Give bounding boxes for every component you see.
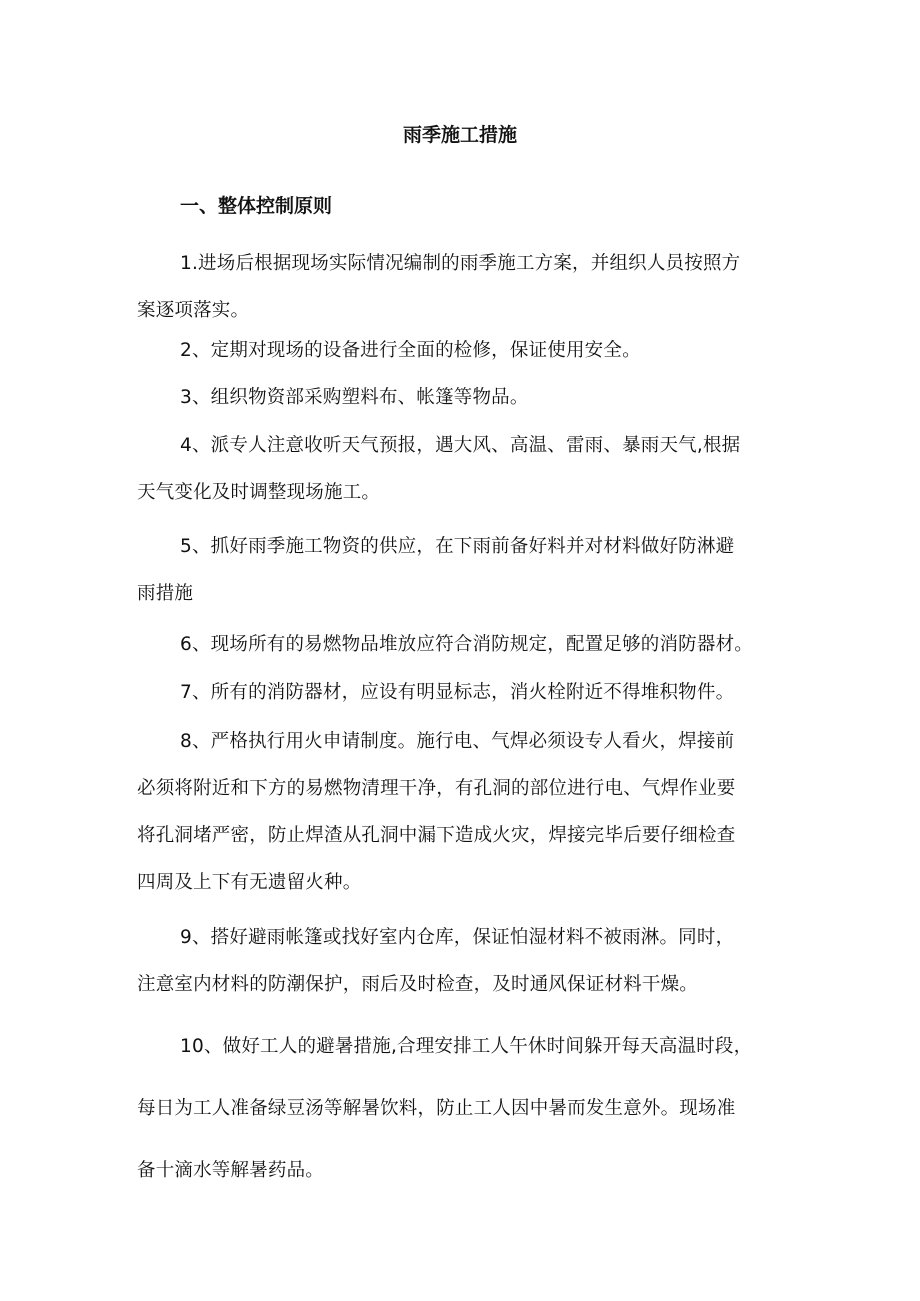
- paragraph-line: 案逐项落实。: [137, 300, 250, 321]
- section-heading: 一、整体控制原则: [180, 195, 333, 217]
- paragraph-line: 1.进场后根据现场实际情况编制的雨季施工方案，并组织人员按照方: [180, 253, 741, 274]
- paragraph-3: [137, 374, 787, 421]
- paragraph-line: 7、所有的消防器材，应设有明显标志，消火栓附近不得堆积物件。: [180, 682, 735, 703]
- paragraph-8: [137, 718, 787, 906]
- paragraph-line: 5、抓好雨季施工物资的供应，在下雨前备好料并对材料做好防淋避: [180, 536, 735, 557]
- paragraph-line: 注意室内材料的防潮保护，雨后及时检查，及时通风保证材料干燥。: [137, 974, 699, 995]
- paragraph-line: 9、搭好避雨帐篷或找好室内仓库，保证怕湿材料不被雨淋。同时，: [180, 927, 735, 948]
- paragraph-line: 天气变化及时调整现场施工。: [137, 482, 381, 503]
- paragraph-10: [137, 1016, 787, 1202]
- paragraph-line: 每日为工人准备绿豆汤等解暑饮料，防止工人因中暑而发生意外。现场准: [137, 1098, 736, 1119]
- paragraph-6: [137, 621, 787, 668]
- paragraph-line: 10、做好工人的避暑措施,合理安排工人午休时间躲开每天高温时段，: [180, 1036, 753, 1057]
- paragraph-line: 雨措施: [137, 583, 194, 604]
- paragraph-line: 8、严格执行用火申请制度。施行电、气焊必须设专人看火，焊接前: [180, 731, 735, 752]
- paragraph-line: 4、派专人注意收听天气预报，遇大风、高温、雷雨、暴雨天气,根据: [180, 435, 741, 456]
- paragraph-line: 必须将附近和下方的易燃物清理干净，有孔洞的部位进行电、气焊作业要: [137, 778, 736, 799]
- paragraph-line: 3、组织物资部采购塑料布、帐篷等物品。: [180, 387, 529, 408]
- paragraph-9: [137, 914, 787, 1008]
- paragraph-line: 将孔洞堵严密，防止焊渣从孔洞中漏下造成火灾，焊接完毕后要仔细检查: [137, 825, 736, 846]
- paragraph-2: [137, 327, 787, 374]
- document-title: 雨季施工措施: [402, 124, 517, 146]
- paragraph-line: 四周及上下有无遗留火种。: [137, 872, 362, 893]
- paragraph-1: [137, 240, 787, 334]
- paragraph-line: 2、定期对现场的设备进行全面的检修，保证使用安全。: [180, 340, 641, 361]
- paragraph-7: [137, 669, 787, 716]
- paragraph-line: 6、现场所有的易燃物品堆放应符合消防规定，配置足够的消防器材。: [180, 634, 753, 655]
- paragraph-line: 备十滴水等解暑药品。: [137, 1160, 325, 1181]
- paragraph-4: [137, 422, 787, 516]
- paragraph-5: [137, 523, 787, 617]
